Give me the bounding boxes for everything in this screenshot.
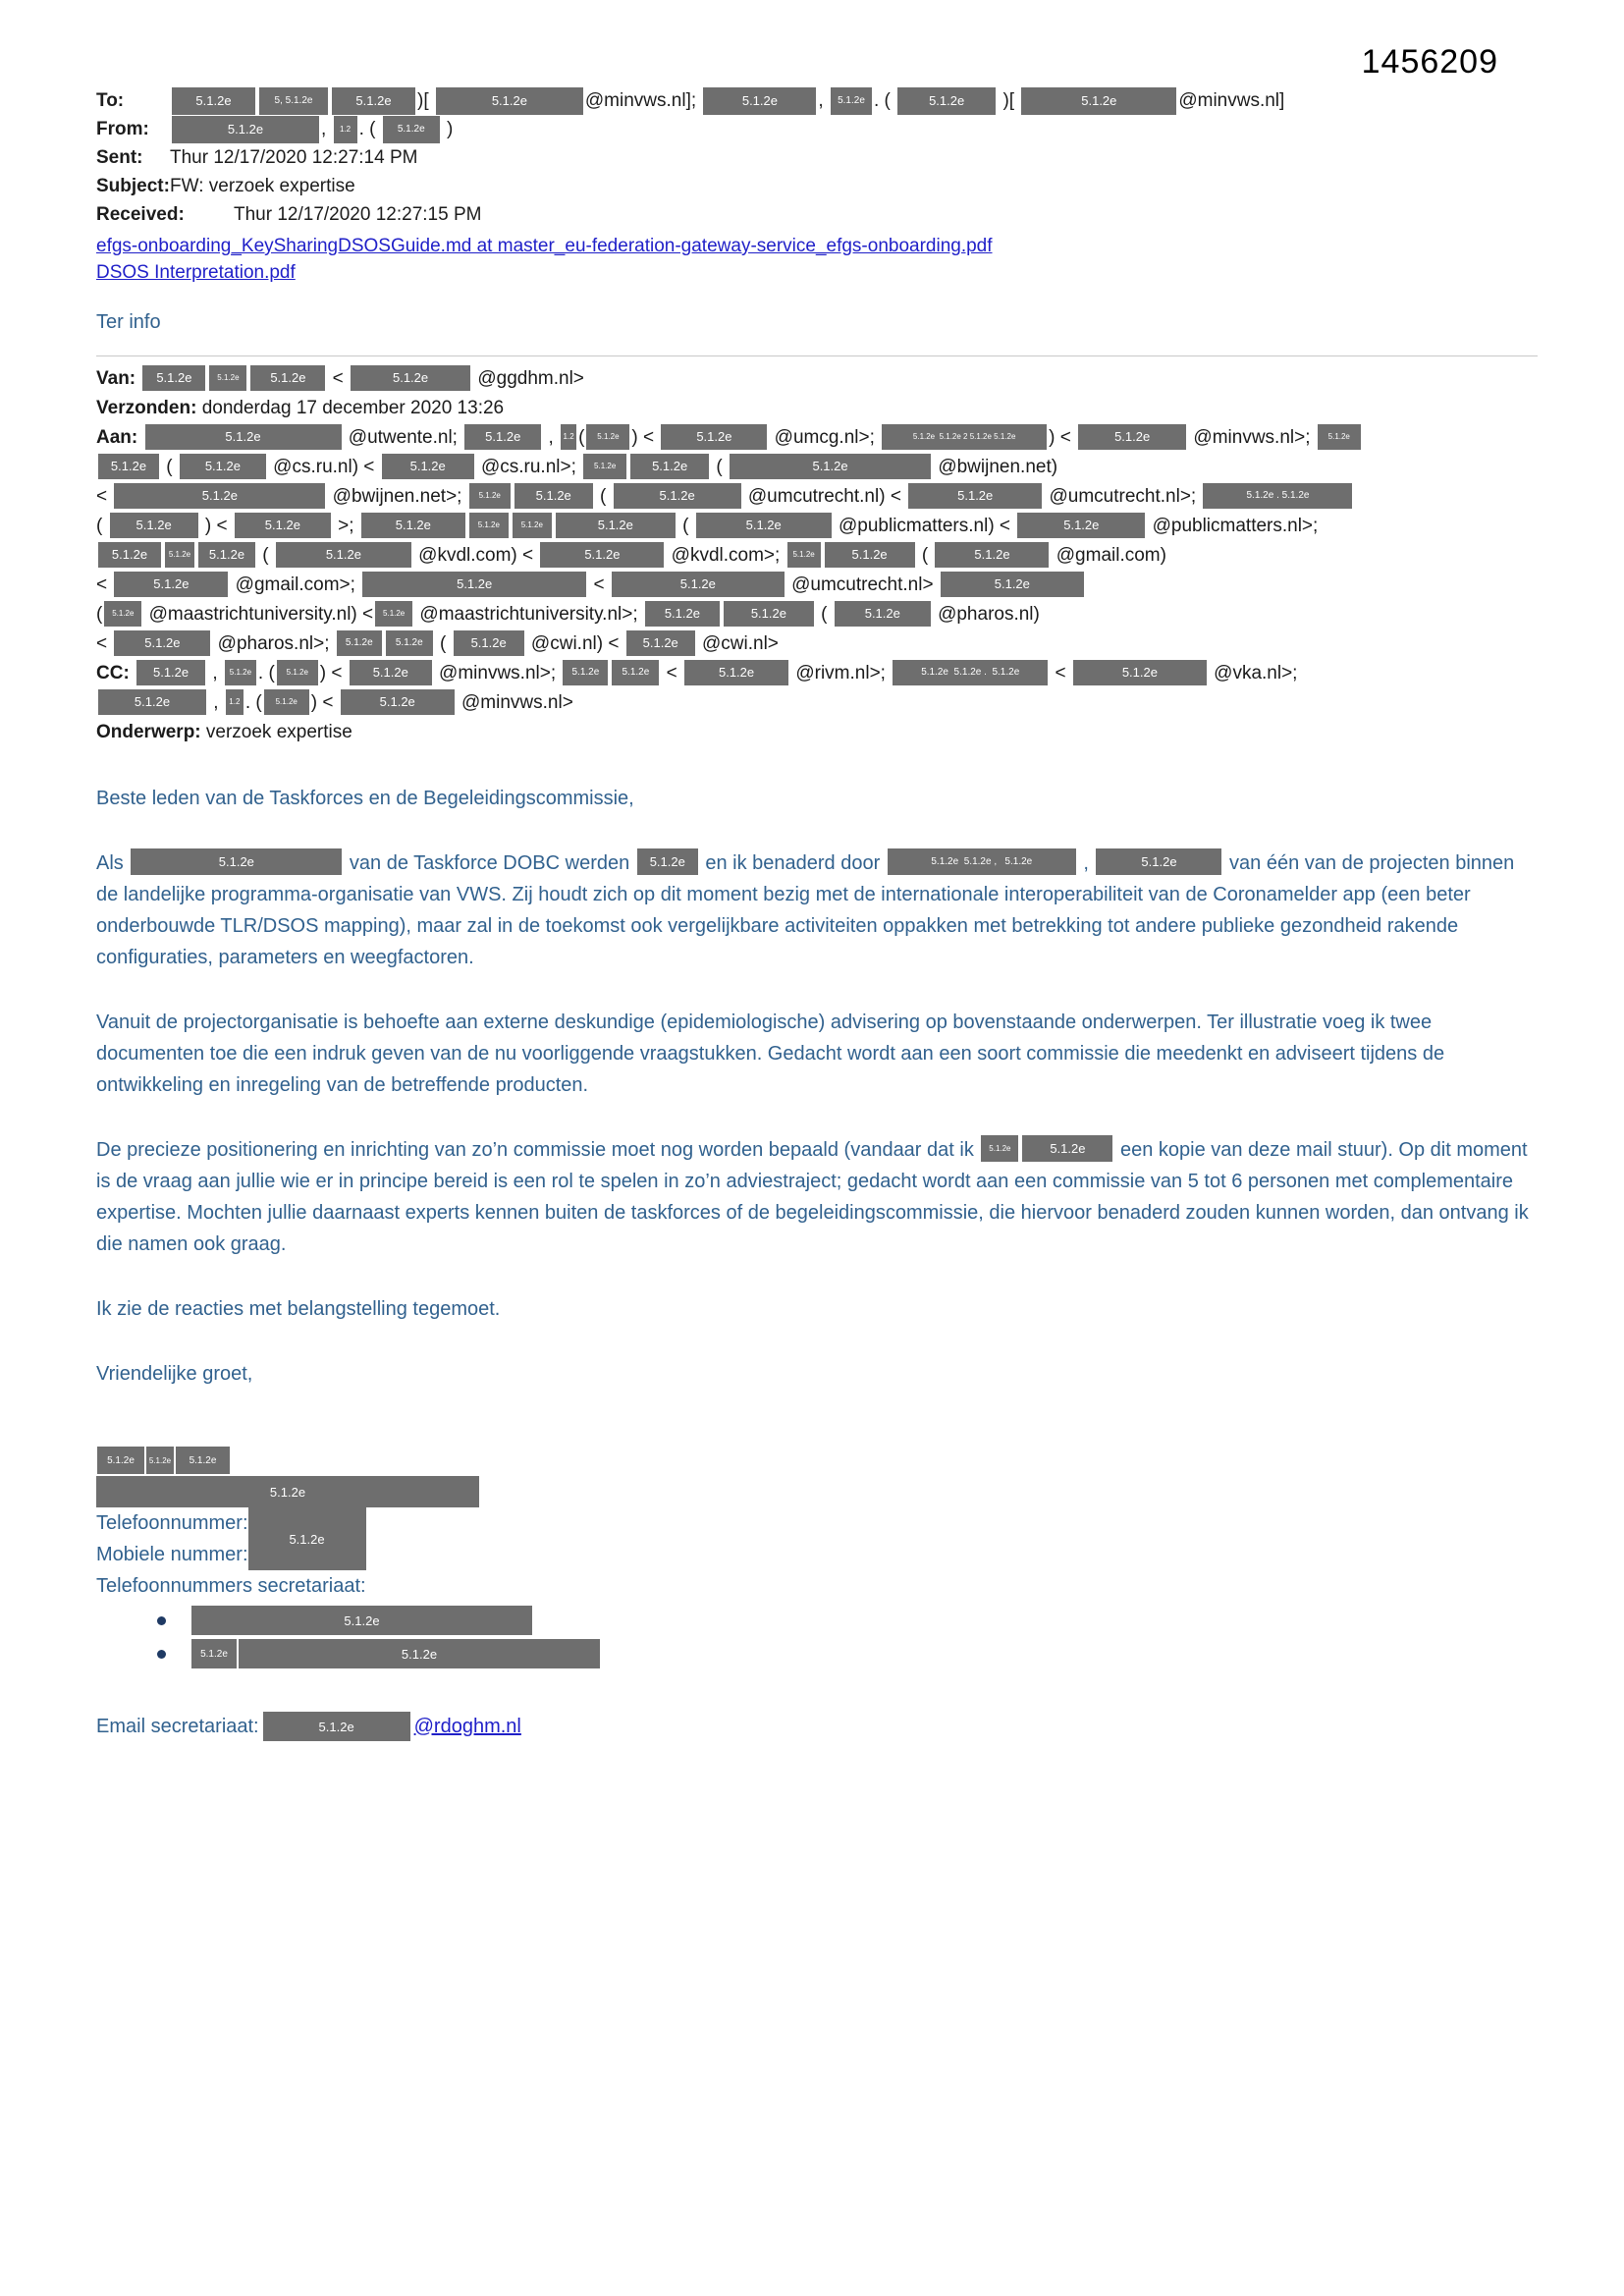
signature-banner [96,1476,1538,1507]
cc-line [96,692,573,713]
aan-row-4 [96,512,1538,541]
redaction-box: 5.1.2e [337,630,382,656]
text-run: . ( [244,692,262,713]
text-run: @cwi.nl> [696,633,779,654]
aan-row-8 [96,629,1538,659]
redaction-box: 5.1.2e [191,1606,532,1635]
redaction-box: 5.1.2e [835,601,931,627]
redaction-box: 1.2 [334,116,357,143]
signature-block [96,1447,1538,1741]
redaction-box: 5.1.2e [145,424,342,450]
redaction-box: 5.1.2e [724,601,814,627]
redaction-box: 5.1.2e [136,660,205,685]
redaction-box: 5.1.2e [703,87,816,115]
text-run: Thur 12/17/2020 12:27:14 PM [170,146,418,168]
text-run: @minvws.nl>; [1188,427,1316,448]
text-run: ( [711,457,729,477]
redaction-box: 5.1.2e [172,116,319,143]
text-run: . ( [358,118,381,139]
text-run: ) < [319,663,348,683]
redaction-box: 5.1.2e [626,630,695,656]
body-paragraph-3 [96,1134,1542,1260]
redaction-box: 5.1.2e [469,483,511,509]
header-row-sent [96,143,1538,172]
redaction-box: 5.1.2e [464,424,541,450]
van-label: Van: [96,368,141,389]
aan-row-1 [96,423,1538,453]
text-run: FW: verzoek expertise [170,175,355,196]
header-label-sent: Sent: [96,146,143,168]
text-run: < [96,633,113,654]
redaction-box: 5.1.2e [614,483,741,509]
note-ter-info: Ter info [96,311,161,333]
text-run: @bwijnen.net>; [327,486,467,507]
aan-row-2 [96,453,1538,482]
text-run: Beste leden van de Taskforces en de Begeleidingscommissie, [96,788,634,809]
bullet-icon [157,1650,166,1659]
text-run: )[ [998,89,1020,111]
text-run: , [321,118,332,139]
text-run: @minvws.nl> [456,692,573,713]
header-label-to: To: [96,89,125,111]
cc-line [135,663,1297,683]
redaction-box: 5.1.2e [146,1447,174,1474]
redaction-box: 5.1.2e [264,689,309,715]
header-value-to [170,87,1284,115]
redaction-box: 5.1.2e [209,365,246,391]
redaction-box: 5.1.2e [556,513,676,538]
text-run: @pharos.nl) [932,604,1040,625]
secretariat-email-label: Email secretariaat: [96,1715,259,1737]
text-run: , [543,427,560,448]
text-run: . ( [257,663,275,683]
text-run: ( [96,604,103,625]
email-body [96,783,1542,1390]
text-run: Als [96,852,130,874]
text-run: @kvdl.com) < [412,545,539,566]
redaction-box: 5.1.2e [540,542,664,568]
text-run: ( [916,545,934,566]
cc-row-1 [96,659,1538,688]
redaction-box: 1.2 [561,424,576,450]
text-run: De precieze positionering en inrichting van zo’n commissie moet nog worden bepaald (vandaar dat ik [96,1139,980,1161]
text-run: Vriendelijke groet, [96,1363,253,1385]
text-run: < [1050,663,1071,683]
redaction-box: 5.1.2e [1078,424,1186,450]
text-run: Ik zie de reacties met belangstelling tegemoet. [96,1298,501,1320]
body-paragraph-2 [96,1007,1542,1101]
header-value-from [170,116,453,143]
text-run: ( [815,604,833,625]
redaction-box: 5.1.2e [198,542,255,568]
text-run: ( [96,516,108,536]
aan-line [96,545,1166,566]
header-value-sent [170,145,417,171]
text-run: ( [677,516,694,536]
text-run: @umcutrecht.nl>; [1044,486,1202,507]
redaction-box: 5.1.2e [454,630,524,656]
redaction-box: 5.1.2e [612,660,659,685]
text-run: ) [441,118,454,139]
aan-line [96,516,1318,536]
redaction-box: 5.1.2e [661,424,767,450]
text-run: ( [257,545,274,566]
text-run: @utwente.nl; [343,427,463,448]
redaction-box: 5.1.2e [248,1507,366,1570]
redaction-box: 5.1.2e [114,572,228,597]
header-label-from: From: [96,118,149,139]
redaction-box: 5.1.2e [131,848,342,875]
redaction-box: 5.1.2e [897,87,996,115]
redaction-box: 5.1.2e [1073,660,1207,685]
text-run: @umcutrecht.nl) < [742,486,907,507]
body-paragraph-greeting [96,783,1542,814]
body-paragraph-1 [96,847,1542,973]
redaction-box: 5.1.2e [235,513,331,538]
text-run: @maastrichtuniversity.nl>; [414,604,643,625]
text-run: @pharos.nl>; [212,633,335,654]
text-run: @cs.ru.nl) < [267,457,380,477]
redaction-box: 5.1.2e [436,87,583,115]
aan-row-5 [96,541,1538,571]
text-run: )[ [417,89,434,111]
text-run: @umcutrecht.nl> [785,574,939,595]
header-row-to [96,86,1538,115]
onderwerp-value: verzoek expertise [205,722,352,742]
redaction-box: 5.1.2e [176,1447,230,1474]
redaction-box: 5.1.2e [172,87,255,115]
redaction-box: 5.1.2e [97,1447,144,1474]
list-item [96,1639,1538,1668]
text-run: < [96,574,113,595]
text-run: @minvws.nl>; [433,663,562,683]
phone-block [96,1507,1538,1570]
aan-row-7 [96,600,1538,629]
signature-name-row [96,1447,1538,1474]
cc-label: CC: [96,663,135,683]
header-row-received [96,200,1538,229]
header-value-subject [170,174,355,199]
redaction-box: 5.1.2e [142,365,205,391]
forwarded-mail-header [96,364,1538,747]
text-run: @ggdhm.nl> [472,368,584,389]
redaction-box: 5.1.2e [981,1135,1018,1162]
redaction-box: 5.1.2e [1017,513,1145,538]
redaction-box: 5.1.2e [825,542,915,568]
header-row-from [96,115,1538,143]
redaction-box: 5.1.2e [696,513,832,538]
redaction-box: 5.1.2e [831,87,872,115]
redaction-box: 5.1.2e [941,572,1084,597]
secretariat-phone-list [96,1606,1538,1668]
text-run: @maastrichtuniversity.nl) < [143,604,374,625]
aan-line [96,457,1057,477]
redaction-box: 5.1.2e [250,365,325,391]
text-run: van één van de projecten binnen de landelijke programma-organisatie van VWS. Zij houdt zich op dit moment bezig met de internationale interoperabiliteit van de Coronamelder app (een beter onderbouwde TLR/DSOS mapping), maar zal in de toekomst ook vergelijkbare activiteiten oppakken met betrekking tot andere publieke gezondheid rakende configuraties, parameters en weegfactoren. [96,852,1520,968]
redaction-box: 5.1.2e [645,601,720,627]
text-run: ) < [1049,427,1077,448]
redaction-box: 5.1.2e [225,660,256,685]
text-run: Thur 12/17/2020 12:27:15 PM [234,203,482,225]
text-run: , [208,692,224,713]
text-run: een kopie van deze mail stuur). Op dit moment is de vraag aan jullie wie er in principe bereid is een rol te spelen in zo’n adviestraject; gedacht wordt aan een commissie van 5 tot 6 personen met complementaire expertise. Mochten jullie daarnaast experts kennen buiten de taskforces of de begeleidingscommissie, die hiervoor benaderd zouden kunnen worden, dan ontvang ik die namen ook graag. [96,1139,1535,1255]
redaction-box: 5.1.2e [180,454,266,479]
redaction-box: 5.1.2e [787,542,821,568]
redaction-box: 5.1.2e [586,424,629,450]
text-run: ) < [199,516,233,536]
text-run: ( [578,427,585,448]
phone-redaction [248,1507,366,1570]
text-run: , [207,663,223,683]
text-run: , [818,89,829,111]
text-run: < [327,368,350,389]
text-run: @gmail.com>; [230,574,361,595]
text-run: van de Taskforce DOBC werden [344,852,635,874]
text-run: Vanuit de projectorganisatie is behoefte aan externe deskundige (epidemiologische) advisering op bovenstaande onderwerpen. Ter illustratie voeg ik twee documenten toe die een indruk geven van de nu voorliggende vraagstukken. Gedacht wordt aan een soort commissie die meedenkt en adviseert tijdens de ontwikkeling en inregeling van de betreffende producten. [96,1011,1450,1096]
redaction-box: 5.1.2e [110,513,198,538]
text-run: @gmail.com) [1051,545,1166,566]
text-run: < [588,574,610,595]
redaction-box: 5.1.2e [583,454,626,479]
header-label-received: Received: [96,203,185,225]
aan-row-6 [96,571,1538,600]
redaction-box: 5.1.2e [165,542,194,568]
aan-line [96,486,1354,507]
phone-label-telefoonnummer: Telefoonnummer: [96,1512,248,1534]
text-run: . ( [873,89,896,111]
redaction-box: 5.1.2e [1022,1135,1112,1162]
redaction-box: 5.1.2e [361,513,465,538]
mail-header [96,86,1538,229]
secretariat-phone-1 [191,1606,534,1635]
verzonden-label: Verzonden: [96,398,202,418]
van-row [96,364,1538,394]
attachment-link-efgs-guide[interactable]: efgs-onboarding_KeySharingDSOSGuide.md at master_eu-federation-gateway-service_efgs-onboarding.pdf [96,236,993,256]
redaction-box: 5.1.2e . 5.1.2e [1203,483,1352,509]
text-run: @minvws.nl] [1178,89,1285,111]
redaction-box: 5.1.2e [98,689,206,715]
redaction-box: 5.1.2e [96,1476,479,1507]
text-run: @umcg.nl>; [769,427,881,448]
redaction-box: 5, 5.1.2e [259,87,328,115]
redaction-box: 5.1.2e [563,660,608,685]
redaction-box: 5.1.2e [98,454,159,479]
redaction-box: 5.1.2e [362,572,586,597]
text-run: @cwi.nl) < [525,633,624,654]
attachment-link-dsos-interpretation[interactable]: DSOS Interpretation.pdf [96,262,296,283]
text-run: , [1077,852,1095,874]
redaction-box: 5.1.2e [382,454,474,479]
redaction-box: 5.1.2e [98,542,161,568]
redaction-box: 5.1.2e [104,601,141,627]
redaction-box: 5.1.2e [276,542,411,568]
header-row-subject [96,172,1538,200]
secretariat-email-link[interactable]: @rdoghm.nl [413,1715,521,1737]
redaction-box: 5.1.2e [1096,848,1221,875]
aan-line [143,427,1363,448]
redaction-box: 5.1.2e [935,542,1049,568]
aan-line [96,574,1086,595]
body-paragraph-closing [96,1293,1542,1325]
redaction-box: 5.1.2e [612,572,785,597]
text-run: < [96,486,113,507]
phone-labels [96,1507,248,1570]
attachment-links [96,233,1538,286]
redaction-box: 5.1.2e 5.1.2e . 5.1.2e [893,660,1048,685]
text-run: ( [434,633,452,654]
redaction-box: 5.1.2e [1318,424,1361,450]
bullet-icon [157,1616,166,1625]
text-run: @cs.ru.nl>; [475,457,582,477]
secretariat-email-redaction [259,1712,414,1741]
redaction-box: 5.1.2e 5.1.2e , 5.1.2e [888,848,1076,875]
redaction-box: 5.1.2e [332,87,415,115]
text-run: en ik benaderd door [699,852,886,874]
phone-label-mobiele-nummer: Mobiele nummer: [96,1544,248,1565]
aan-row-3 [96,482,1538,512]
redaction-box: 5.1.2e [277,660,318,685]
document-number: 1456209 [1361,43,1498,81]
redaction-box: 5.1.2e [730,454,931,479]
redaction-box: 5.1.2e [383,116,440,143]
redaction-box: 5.1.2e [386,630,433,656]
redaction-box: 5.1.2e [239,1639,600,1668]
redaction-box: 5.1.2e [637,848,698,875]
aan-line [96,633,779,654]
text-run: ) < [310,692,339,713]
redaction-box: 5.1.2e [375,601,412,627]
redaction-box: 5.1.2e [351,365,470,391]
redaction-box: 5.1.2e [684,660,788,685]
redaction-box: 5.1.2e [191,1639,237,1668]
list-item [96,1606,1538,1635]
text-run: @rivm.nl>; [790,663,892,683]
redaction-box: 5.1.2e [350,660,432,685]
onderwerp-row [96,718,1538,747]
van-value [140,368,583,389]
cc-row-2 [96,688,1538,718]
onderwerp-label: Onderwerp: [96,722,206,742]
text-run: ( [594,486,612,507]
secretariat-phone-2 [191,1639,602,1668]
redaction-box: 5.1.2e [263,1712,410,1741]
redaction-box: 5.1.2e 5.1.2e 2 5.1.2e 5.1.2e [882,424,1047,450]
redaction-box: 5.1.2e [514,483,593,509]
text-run: < [661,663,683,683]
aan-line [96,604,1040,625]
text-run: @kvdl.com>; [666,545,785,566]
redaction-box: 5.1.2e [469,513,509,538]
text-run: ( [161,457,178,477]
redaction-box: 5.1.2e [114,630,210,656]
header-label-subject: Subject: [96,175,170,196]
text-run: @publicmatters.nl>; [1147,516,1319,536]
secretariat-label: Telefoonnummers secretariaat: [96,1575,366,1597]
aan-label: Aan: [96,427,143,448]
redaction-box: 1.2 [226,689,244,715]
verzonden-row [96,394,1538,423]
text-run: @bwijnen.net) [933,457,1058,477]
redaction-box: 5.1.2e [630,454,709,479]
text-run: @publicmatters.nl) < [833,516,1016,536]
header-value-received [234,202,481,228]
text-run: ) < [631,427,660,448]
secretariat-email-row [96,1712,1538,1741]
body-paragraph-salutation [96,1358,1542,1390]
redaction-box: 5.1.2e [513,513,552,538]
redaction-box: 5.1.2e [908,483,1042,509]
text-run: >; [332,516,359,536]
redaction-box: 5.1.2e [1021,87,1176,115]
text-run: @vka.nl>; [1208,663,1298,683]
redaction-box: 5.1.2e [341,689,455,715]
text-run: @minvws.nl]; [584,89,702,111]
redaction-box: 5.1.2e [114,483,325,509]
verzonden-value: donderdag 17 december 2020 13:26 [201,398,505,418]
divider-line [96,355,1538,356]
